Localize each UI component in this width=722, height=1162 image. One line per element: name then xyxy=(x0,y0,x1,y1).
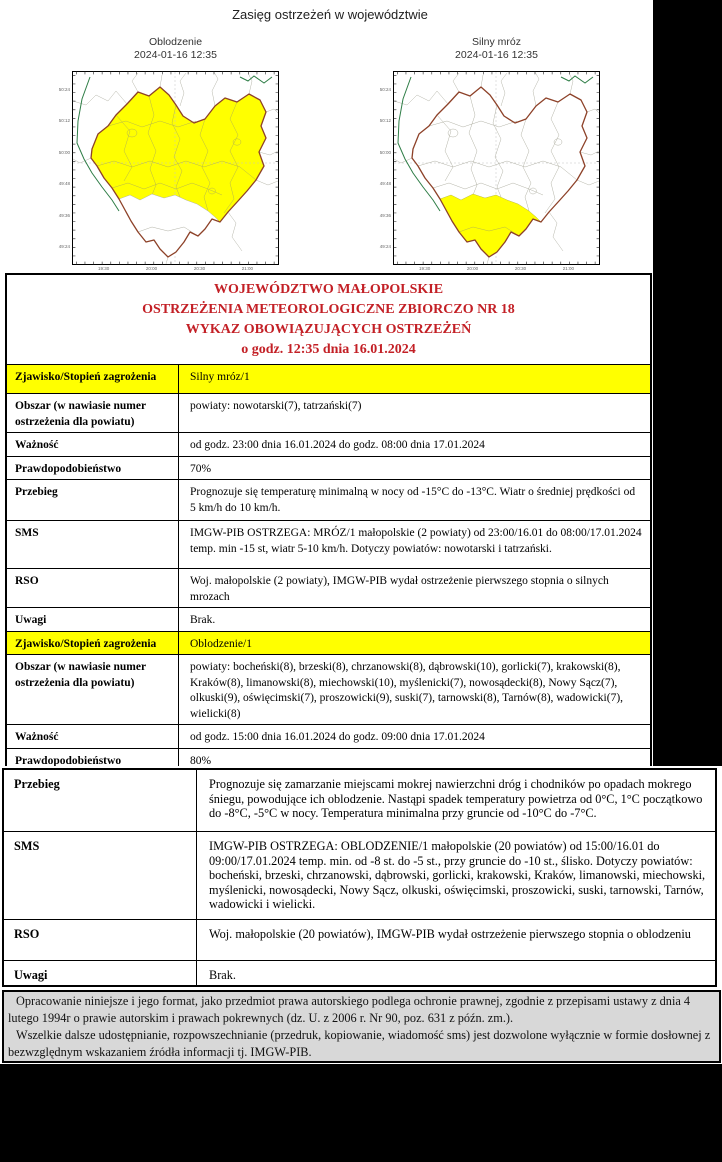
map-x-axis-labels: 19:30 20:00 20:30 21:00 xyxy=(419,266,574,271)
row-label: Uwagi xyxy=(7,608,179,631)
map-oblodzenie-frame xyxy=(58,71,279,265)
row-label: RSO xyxy=(7,569,179,607)
map-timestamp: 2024-01-16 12:35 xyxy=(134,48,217,61)
table-row-area xyxy=(7,393,650,432)
row-value: powiaty: bocheński(8), brzeski(8), chrzanowski(8), dąbrowski(10), gorlicki(7), krakowski(8), Kraków(8), limanowski(8), miechowski(10), myślenicki(7), nowosądecki(8), Nowy Sącz(7), olkuski(9), oświęcimski(7), proszowicki(9), suski(7), tarnowski(8), Tarnów(8), wadowicki(7), wielicki(8) xyxy=(190,661,624,720)
row-label: Zjawisko/Stopień zagrożenia xyxy=(7,632,179,655)
row-label: Przebieg xyxy=(4,770,197,831)
row-label: SMS xyxy=(7,521,179,568)
table-row-remarks xyxy=(4,960,715,985)
row-value: powiaty: nowotarski(7), tatrzański(7) xyxy=(190,400,362,412)
bulletin-header: WOJEWÓDZTWO MAŁOPOLSKIE OSTRZEŻENIA METEOROLOGICZNE ZBIORCZO NR 18 WYKAZ OBOWIĄZUJĄCYCH OSTRZEŻEŃ o godz. 12:35 dnia 16.01.2024 xyxy=(142,282,515,357)
row-label: Uwagi xyxy=(4,961,197,985)
map-silny-mroz-title xyxy=(393,36,600,62)
map-silny-mroz-frame xyxy=(379,71,600,265)
table-row-remarks xyxy=(7,607,650,631)
row-value: Woj. małopolskie (20 powiatów), IMGW-PIB wydał ostrzeżenie pierwszego stopnia o oblodzeniu xyxy=(209,927,691,941)
table-row-course xyxy=(7,479,650,520)
row-label: RSO xyxy=(4,920,197,960)
row-label: Ważność xyxy=(7,433,179,456)
row-value: 80% xyxy=(190,754,212,766)
table-row-validity xyxy=(7,432,650,456)
row-value: od godz. 23:00 dnia 16.01.2024 do godz. 08:00 dnia 17.01.2024 xyxy=(190,439,485,451)
map-y-axis-labels: 50:24 50:12 50:00 49:48 49:36 49:24 xyxy=(379,87,391,249)
copyright-notice: Opracowanie niniejsze i jego format, jako przedmiot prawa autorskiego podlega ochronie prawnej, zgodnie z przepisami ustawy z dnia 4 lutego 1994r o prawie autorskim i prawach pokrewnych (dz. U. z 2006 r. Nr 90, poz. 631 z późn. zm.). Wszelkie dalsze udostępnianie, rozpowszechnianie (przedruk, kopiowanie, wiadomość sms) jest dozwolone wyłącznie w formie dosłownej z bezwzględnym wskazaniem źródła informacji tj. IMGW-PIB. xyxy=(2,990,721,1063)
row-value: IMGW-PIB OSTRZEGA: MRÓZ/1 małopolskie (2 powiaty) od 23:00/16.01 do 08:00/17.01.2024 temp. min -15 st, wiatr 5-10 km/h. Dotyczy powiatów: nowotarski i tatrzański. xyxy=(190,527,642,555)
table-row-area xyxy=(7,654,650,724)
row-label: Przebieg xyxy=(7,480,179,520)
row-value: od godz. 15:00 dnia 16.01.2024 do godz. 09:00 dnia 17.01.2024 xyxy=(190,731,485,743)
map-oblodzenie-title xyxy=(72,36,279,62)
row-label: Prawdopodobieństwo xyxy=(7,457,179,480)
map-oblodzenie xyxy=(55,36,297,271)
table-row-validity xyxy=(7,724,650,748)
row-value: IMGW-PIB OSTRZEGA: OBLODZENIE/1 małopolskie (20 powiatów) od 15:00/16.01 do 09:00/17.01.2024 temp. min. od -8 st. do -5 st., przy gruncie do -10 st., ślisko. Dotyczy powiatów: bocheński, brzeski, chrzanowski, dąbrowski, gorlicki, krakowski, Kraków, limanowski, miechowski, myślenicki, nowosądecki, Nowy Sącz, olkuski, oświęcimski, proszowicki, suski, tarnowski, Tarnów, wadowicki i wielicki. xyxy=(209,839,706,912)
row-label: Obszar (w nawiasie numer ostrzeżenia dla powiatu) xyxy=(7,655,179,724)
row-value: 70% xyxy=(190,462,212,475)
map-timestamp: 2024-01-16 12:35 xyxy=(455,48,538,61)
row-value: Prognozuje się zamarzanie miejscami mokrej nawierzchni dróg i chodników po opadach mokrego śniegu, powodujące ich oblodzenie. Nastąpi spadek temperatury powietrza od 0°C, 1°C początkowo do -8°C, -5°C w nocy. Temperatura minimalna przy gruncie od -10°C do -7°C. xyxy=(209,777,703,821)
map-silny-mroz xyxy=(376,36,618,271)
row-value: Prognozuje się temperaturę minimalną w nocy od -15°C do -13°C. Wiatr o średniej prędkości od 5 km/h do 10 km/h. xyxy=(190,486,636,514)
map-title-text: Oblodzenie xyxy=(148,36,203,48)
table-row-phenomenon-ice xyxy=(7,631,650,655)
row-label: Obszar (w nawiasie numer ostrzeżenia dla powiatu) xyxy=(7,394,179,432)
row-label: Zjawisko/Stopień zagrożenia xyxy=(7,365,179,393)
row-label: SMS xyxy=(4,832,197,919)
map-y-axis-labels: 50:24 50:12 50:00 49:48 49:36 49:24 xyxy=(58,87,70,249)
table-row-rso xyxy=(4,919,715,960)
table-row-phenomenon-frost xyxy=(7,364,650,393)
table-row-rso xyxy=(7,568,650,607)
lower-section xyxy=(0,766,722,1064)
map-oblodzenie-svg xyxy=(72,71,279,265)
page-title: Zasięg ostrzeżeń w województwie xyxy=(232,7,428,22)
warning-table-continued xyxy=(2,768,717,987)
row-value: Brak. xyxy=(209,968,236,982)
row-label: Prawdopodobieństwo xyxy=(7,749,179,767)
table-row-course xyxy=(4,770,715,831)
table-row-sms xyxy=(4,831,715,919)
row-value: Brak. xyxy=(190,614,216,626)
warning-table xyxy=(5,273,652,766)
table-row-probability xyxy=(7,748,650,767)
row-label: Ważność xyxy=(7,725,179,748)
row-value: Woj. małopolskie (2 powiaty), IMGW-PIB wydał ostrzeżenie pierwszego stopnia o silnych mrozach xyxy=(190,575,609,603)
map-x-axis-labels: 19:30 20:00 20:30 21:00 xyxy=(98,266,253,271)
table-row-sms xyxy=(7,520,650,568)
map-silny-mroz-svg xyxy=(393,71,600,265)
row-value: Oblodzenie/1 xyxy=(190,637,252,650)
table-row-probability xyxy=(7,456,650,480)
map-title-text: Silny mróz xyxy=(471,36,521,48)
row-value: Silny mróz/1 xyxy=(190,371,250,383)
